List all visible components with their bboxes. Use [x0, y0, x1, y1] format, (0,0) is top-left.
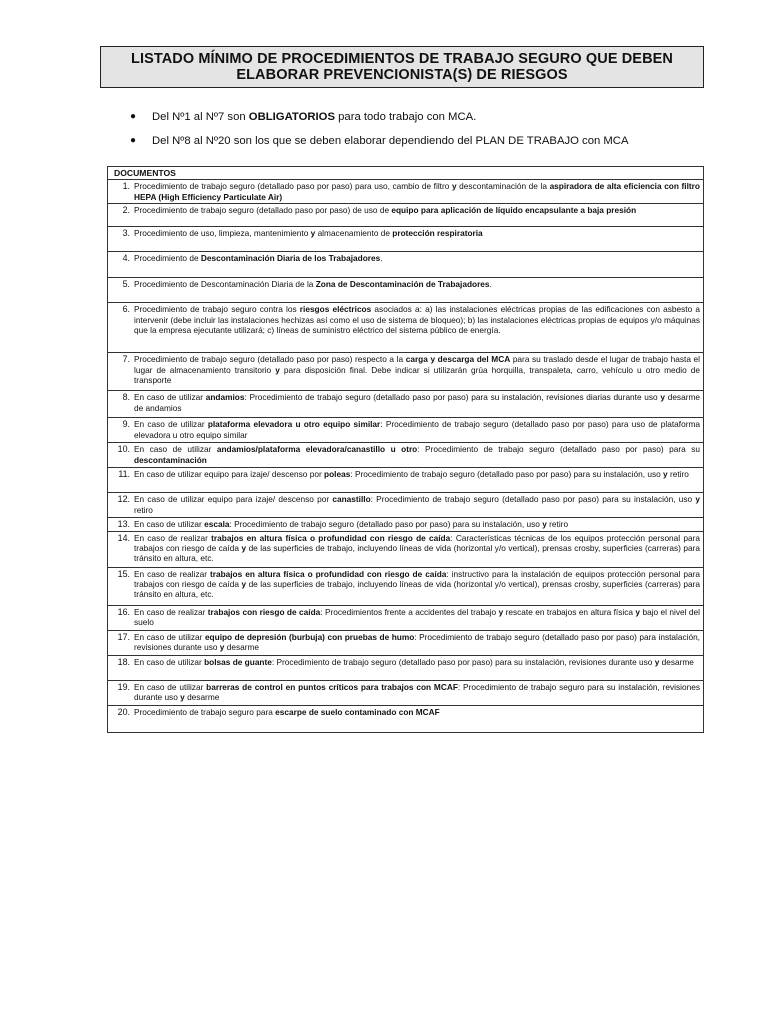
- row-description: [134, 354, 700, 385]
- row-number: 12.: [117, 494, 130, 505]
- table-row: [108, 567, 704, 605]
- bold-text: y: [241, 543, 247, 554]
- row-description: [134, 279, 700, 289]
- text-segment: En caso de utilizar: [134, 392, 206, 403]
- bold-text: protección respiratoria: [392, 228, 483, 239]
- text-segment: En caso de utilizar: [134, 656, 205, 667]
- row-number: 19.: [117, 681, 130, 692]
- text-segment: para disposición final. Debe indicar si utilizarán grúa horquilla, transpaleta, carro, vehículo u otro medio de transporte: [134, 364, 700, 386]
- bold-text: y: [695, 494, 700, 505]
- text-segment: asociados a: a) las instalaciones eléctricas propias de las edificaciones con asbesto a intervenir (debe incluir las instalaciones hechizas así como el uso de sistema de bloqueo); b) las instalaciones eléctricas propias de equipos y/o máquinas que la empresa ejecutante utilizará; c) líneas de suministro eléctrico del sistema público de energía.: [134, 304, 701, 336]
- row-number: 5.: [122, 279, 130, 290]
- row-description: [134, 494, 700, 515]
- bold-text: trabajos en altura física o profundidad con riesgo de caída: [209, 568, 447, 579]
- bold-text: y: [219, 642, 225, 653]
- table-row: [108, 391, 704, 418]
- row-number: 2.: [122, 205, 130, 216]
- text-segment: Del Nº1 al Nº7 son: [152, 111, 249, 123]
- table-row: [108, 204, 704, 227]
- text-segment: : Procedimiento de trabajo seguro (detallado paso por paso) para su: [417, 444, 700, 455]
- bold-text: plataforma elevadora u otro equipo similar: [207, 419, 381, 430]
- bold-text: y: [654, 656, 660, 667]
- row-description: [134, 519, 700, 529]
- row-description: [134, 657, 700, 667]
- table-row: [108, 680, 704, 705]
- text-segment: rescate en trabajos en altura física: [503, 606, 636, 617]
- row-description: [134, 632, 700, 653]
- table-row: [108, 655, 704, 680]
- row-number: 18.: [117, 656, 130, 667]
- text-segment: retiro: [667, 469, 689, 480]
- text-segment: En caso de realizar: [134, 532, 212, 543]
- bold-text: y: [542, 519, 547, 530]
- row-description: [134, 304, 700, 335]
- row-number: 14.: [117, 532, 130, 543]
- text-segment: En caso de realizar: [134, 568, 210, 579]
- text-segment: Procedimiento de uso, limpieza, mantenimiento: [134, 228, 311, 239]
- table-header: DOCUMENTOS: [108, 167, 704, 180]
- text-segment: En caso de utilizar: [134, 631, 205, 642]
- row-number: 8.: [122, 392, 130, 403]
- row-number: 16.: [117, 606, 130, 617]
- bold-text: carga y descarga del MCA: [405, 354, 511, 365]
- table-row: [108, 252, 704, 278]
- row-number: 20.: [117, 706, 130, 717]
- row-description: [134, 253, 700, 263]
- row-number: 17.: [117, 631, 130, 642]
- bold-text: equipo de depresión (burbuja) con pruebas de humo: [204, 631, 415, 642]
- bold-text: equipo para aplicación de líquido encapsulante a baja presión: [391, 205, 637, 216]
- text-segment: : Procedimiento de trabajo seguro (detallado paso por paso) para su instalación, revisiones diarias durante uso: [244, 392, 661, 403]
- bold-text: y: [660, 392, 665, 403]
- bold-text: y: [180, 692, 185, 703]
- text-segment: bajo el nivel del suelo: [134, 606, 700, 628]
- text-segment: : Procedimiento de trabajo seguro (detallado paso por paso) para su instalación, uso: [370, 494, 696, 505]
- bold-text: y: [498, 606, 504, 617]
- text-segment: para su traslado desde el lugar de trabajo hasta el lugar de almacenamiento transitorio: [134, 354, 701, 375]
- row-number: 15.: [117, 568, 130, 579]
- text-segment: : instructivo para la instalación de equipos protección personal para trabajos con riesgo de caída: [134, 568, 700, 590]
- text-segment: Procedimiento de trabajo seguro (detallado paso por paso) para uso, cambio de filtro: [134, 181, 452, 192]
- table-row: [108, 180, 704, 204]
- table-row: [108, 531, 704, 567]
- bold-text: y: [275, 364, 280, 375]
- bold-text: riesgos eléctricos: [299, 304, 372, 315]
- bold-text: bolsas de guante: [204, 656, 272, 667]
- row-number: 1.: [122, 181, 130, 192]
- text-segment: : Procedimiento de trabajo seguro (detallado paso por paso) para uso de plataforma elevadora u otro equipo similar: [134, 419, 700, 440]
- bold-text: andamios: [205, 392, 245, 403]
- text-segment: : Características técnicas de los equipos protección personal para trabajos con riesgo de caída: [134, 532, 700, 554]
- bold-text: barreras de control en puntos críticos para trabajos con MCAF: [206, 681, 458, 692]
- bold-text: andamios/plataforma elevadora/canastillo u otro: [216, 444, 418, 455]
- bold-text: trabajos en altura física o profundidad con riesgo de caída: [211, 532, 451, 543]
- text-segment: desarme de andamios: [134, 392, 700, 413]
- text-segment: desarme: [224, 642, 260, 653]
- text-segment: .: [489, 279, 492, 290]
- bold-text: Descontaminación Diaria de los Trabajadores: [200, 253, 381, 264]
- table-row: [108, 418, 704, 443]
- text-segment: : Procedimiento de trabajo seguro (detallado paso por paso) para su instalación, uso: [229, 519, 543, 530]
- table-row: [108, 705, 704, 732]
- table-row: [108, 605, 704, 630]
- row-description: [134, 444, 700, 465]
- row-number: 4.: [122, 253, 130, 264]
- row-description: [134, 607, 700, 628]
- row-description: [134, 707, 700, 717]
- table-row: [108, 630, 704, 655]
- text-segment: retiro: [546, 519, 569, 530]
- text-segment: de las superficies de trabajo, incluyendo líneas de vida (horizontal y/o vertical), prensas crosby, superficies (carreras) para tránsito en altura, etc.: [134, 543, 701, 564]
- bold-text: canastillo: [332, 494, 371, 505]
- text-segment: Procedimiento de trabajo seguro contra los: [134, 304, 300, 315]
- table-row: [108, 443, 704, 468]
- text-segment: En caso de realizar: [134, 606, 208, 617]
- table-row: [108, 468, 704, 493]
- row-number: 6.: [122, 304, 130, 315]
- text-segment: : Procedimiento de trabajo seguro (detallado paso por paso) para su instalación, revisiones durante uso: [271, 656, 655, 667]
- documents-table: [107, 166, 704, 733]
- row-description: [134, 205, 700, 215]
- text-segment: Del Nº8 al Nº20 son los que se deben elaborar dependiendo del PLAN DE TRABAJO con MCA: [152, 135, 629, 147]
- row-number: 11.: [118, 469, 130, 480]
- bold-text: y: [635, 606, 641, 617]
- bold-text: y: [451, 181, 457, 192]
- table-header-row: [108, 167, 704, 180]
- text-segment: En caso de utilizar: [134, 419, 208, 430]
- text-segment: : Procedimiento de trabajo seguro (detallado paso por paso) para su instalación, uso: [350, 469, 664, 480]
- text-segment: Procedimiento de trabajo seguro (detallado paso por paso) de uso de: [134, 205, 392, 216]
- text-segment: En caso de utilizar: [134, 681, 207, 692]
- bold-text: descontaminación: [134, 454, 207, 465]
- text-segment: En caso de utilizar: [134, 444, 217, 455]
- row-description: [134, 469, 700, 479]
- row-number: 7.: [122, 354, 130, 365]
- text-segment: desarme: [659, 656, 694, 667]
- bold-text: y: [241, 579, 247, 590]
- bold-text: aspiradora de alta eficiencia con filtro HEPA (High Efficiency Particulate Air): [134, 181, 700, 202]
- text-segment: Procedimiento de trabajo seguro para: [134, 706, 276, 717]
- text-segment: desarme: [184, 692, 220, 703]
- text-segment: Procedimiento de trabajo seguro (detallado paso por paso) respecto a la: [134, 354, 406, 365]
- row-description: [134, 228, 700, 238]
- text-segment: En caso de utilizar equipo para izaje/ descenso por: [134, 469, 325, 480]
- text-segment: En caso de utilizar equipo para izaje/ descenso por: [134, 494, 333, 505]
- bold-text: y: [663, 469, 668, 480]
- table-row: [108, 493, 704, 518]
- text-segment: En caso de utilizar: [134, 519, 205, 530]
- text-segment: : Procedimientos frente a accidentes del trabajo: [320, 606, 499, 617]
- row-description: [134, 569, 700, 600]
- row-description: [134, 392, 700, 413]
- row-description: [134, 419, 700, 440]
- row-number: 13.: [117, 519, 130, 530]
- document-title-box: [100, 46, 704, 88]
- row-description: [134, 181, 700, 202]
- text-segment: .: [380, 253, 383, 264]
- table-row: [108, 518, 704, 531]
- table-row: [108, 278, 704, 303]
- text-segment: de las superficies de trabajo, incluyendo líneas de vida (horizontal y/o vertical), prensas crosby, superficies (carreras) para tránsito en altura, etc.: [134, 579, 701, 600]
- bold-text: escarpe de suelo contaminado con MCAF: [275, 706, 440, 717]
- bullet-list: [128, 110, 688, 158]
- text-segment: almacenamiento de: [315, 228, 393, 239]
- row-number: 3.: [122, 228, 130, 239]
- text-segment: : Procedimiento de trabajo seguro para su instalación, revisiones durante uso: [134, 681, 700, 703]
- bold-text: y: [310, 228, 316, 239]
- table-row: [108, 303, 704, 353]
- bold-text: OBLIGATORIOS: [248, 111, 335, 123]
- bold-text: Zona de Descontaminación de Trabajadores: [315, 279, 490, 290]
- table-row: [108, 227, 704, 252]
- bullet-icon: ●: [130, 135, 137, 146]
- text-segment: descontaminación de la: [456, 181, 550, 192]
- text-segment: para todo trabajo con MCA.: [335, 111, 477, 123]
- document-title: LISTADO MÍNIMO DE PROCEDIMIENTOS DE TRABAJO SEGURO QUE DEBEN ELABORAR PREVENCIONISTA(S) DE RIESGOS: [130, 51, 673, 83]
- table-row: [108, 353, 704, 391]
- bullet-icon: ●: [130, 111, 137, 122]
- text-segment: Procedimiento de Descontaminación Diaria de la: [134, 279, 316, 290]
- row-number: 10.: [117, 444, 130, 455]
- row-number: 9.: [122, 419, 130, 430]
- text-segment: Procedimiento de: [134, 253, 201, 264]
- text-segment: : Procedimiento de trabajo seguro (detallado paso por paso) para instalación, revisiones durante uso: [134, 631, 700, 653]
- bullet-item: [128, 134, 688, 148]
- bullet-item: [128, 110, 688, 124]
- bold-text: trabajos con riesgo de caída: [207, 606, 321, 617]
- text-segment: retiro: [134, 504, 153, 515]
- row-description: [134, 533, 700, 564]
- row-description: [134, 682, 700, 703]
- bold-text: escala: [204, 519, 230, 530]
- bold-text: poleas: [324, 469, 351, 480]
